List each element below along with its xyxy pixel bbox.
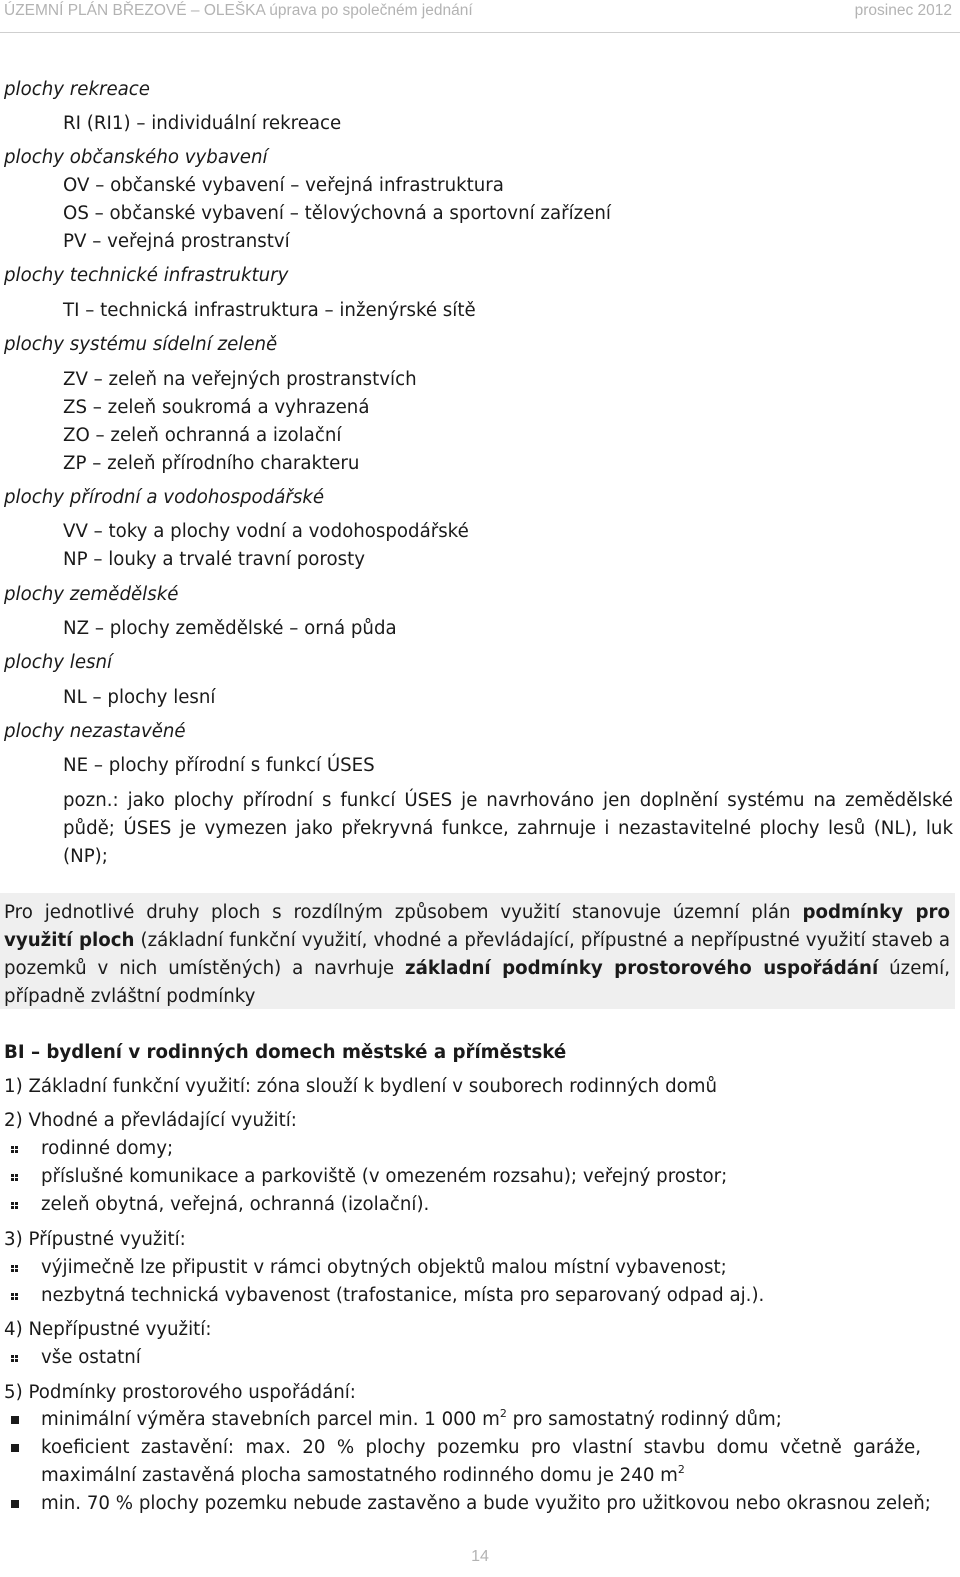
category-item: RI (RI1) – individuální rekreace — [63, 113, 342, 134]
bullet-icon — [11, 1444, 19, 1452]
category-title: plochy rekreace — [4, 79, 150, 100]
list-item — [41, 1409, 782, 1431]
section-heading: BI – bydlení v rodinných domech městské a příměstské — [4, 1042, 567, 1063]
category-item: NL – plochy lesní — [63, 687, 216, 708]
page-number: 14 — [471, 1548, 489, 1565]
page-header — [0, 0, 960, 30]
category-title: plochy technické infrastruktury — [4, 265, 289, 286]
list-item: vše ostatní — [41, 1347, 141, 1368]
suitable-title: 2) Vhodné a převládající využití: — [4, 1110, 297, 1131]
category-item: ZS – zeleň soukromá a vyhrazená — [63, 397, 370, 418]
header-title: ÚZEMNÍ PLÁN BŘEZOVÉ – OLEŠKA úprava po společném jednání — [4, 2, 473, 19]
intro-text: území, případně zvláštní podmínky — [4, 958, 950, 1007]
category-item: NP – louky a trvalé travní porosty — [63, 549, 365, 570]
list-item — [41, 1434, 921, 1490]
forbidden-title: 4) Nepřípustné využití: — [4, 1319, 212, 1340]
permitted-title: 3) Přípustné využití: — [4, 1229, 186, 1250]
category-item: OV – občanské vybavení – veřejná infrastruktura — [63, 175, 504, 196]
basic-use: 1) Základní funkční využití: zóna slouží k bydlení v souborech rodinných domů — [4, 1076, 718, 1097]
list-item: výjimečně lze připustit v rámci obytných objektů malou místní vybavenost; — [41, 1257, 727, 1278]
category-title: plochy systému sídelní zeleně — [4, 334, 278, 355]
category-item: ZP – zeleň přírodního charakteru — [63, 453, 360, 474]
category-item: NZ – plochy zemědělské – orná půda — [63, 618, 397, 639]
bullet-icon — [11, 1174, 18, 1181]
bullet-icon — [11, 1293, 18, 1300]
category-item: ZO – zeleň ochranná a izolační — [63, 425, 342, 446]
category-title: plochy přírodní a vodohospodářské — [4, 487, 325, 508]
bullet-icon — [11, 1416, 19, 1424]
bullet-icon — [11, 1202, 18, 1209]
note-paragraph: pozn.: jako plochy přírodní s funkcí ÚSES je navrhováno jen doplnění systému na zemědělské půdě; ÚSES je vymezen jako překryvná funkce, zahrnuje i nezastavitelné plochy lesů (NL), luk (NP); — [63, 790, 953, 867]
category-title: plochy občanského vybavení — [4, 147, 268, 168]
list-item: příslušné komunikace a parkoviště (v omezeném rozsahu); veřejný prostor; — [41, 1166, 728, 1187]
list-item: rodinné domy; — [41, 1138, 174, 1159]
category-title: plochy zemědělské — [4, 584, 179, 605]
superscript: 2 — [499, 1407, 507, 1420]
intro-bold-spatial: základní podmínky prostorového uspořádání — [404, 958, 879, 979]
spatial-title: 5) Podmínky prostorového uspořádání: — [4, 1382, 356, 1403]
bullet-icon — [11, 1146, 18, 1153]
bullet-icon — [11, 1355, 18, 1362]
list-item: zeleň obytná, veřejná, ochranná (izolační). — [41, 1194, 430, 1215]
category-title: plochy lesní — [4, 652, 113, 673]
intro-box — [0, 893, 955, 1009]
intro-paragraph — [4, 899, 950, 1011]
bullet-icon — [11, 1265, 18, 1272]
category-item: NE – plochy přírodní s funkcí ÚSES — [63, 755, 375, 776]
bullet-icon — [11, 1500, 19, 1508]
list-item-text: pro samostatný rodinný dům; — [506, 1409, 782, 1430]
superscript: 2 — [677, 1463, 685, 1476]
header-rule — [0, 32, 960, 33]
intro-text: Pro jednotlivé druhy ploch s rozdílným způsobem využití stanovuje územní plán — [4, 902, 803, 923]
category-item: TI – technická infrastruktura – inženýrské sítě — [63, 300, 476, 321]
list-item: nezbytná technická vybavenost (trafostanice, místa pro separovaný odpad aj.). — [41, 1285, 765, 1306]
list-item-text: minimální výměra stavebních parcel min. 1 000 m — [41, 1409, 500, 1430]
list-item-text: koeficient zastavění: max. 20 % plochy pozemku pro vlastní stavbu domu včetně garáže, maximální zastavěná plocha samostatného rodinného domu je 240 m — [41, 1437, 921, 1486]
intro-bold-conditions: podmínky pro využití ploch — [4, 902, 950, 951]
list-item: min. 70 % plochy pozemku nebude zastavěno a bude využito pro užitkovou nebo okrasnou zeleň; — [41, 1493, 931, 1514]
category-item: ZV – zeleň na veřejných prostranstvích — [63, 369, 417, 390]
category-title: plochy nezastavěné — [4, 721, 186, 742]
category-item: VV – toky a plochy vodní a vodohospodářské — [63, 521, 469, 542]
category-item: OS – občanské vybavení – tělovýchovná a sportovní zařízení — [63, 203, 611, 224]
header-date: prosinec 2012 — [854, 2, 952, 19]
intro-text: (základní funkční využití, vhodné a převládající, přípustné a nepřípustné využití staveb a pozemků v nich umístěných) a navrhuje — [4, 930, 950, 979]
category-item: PV – veřejná prostranství — [63, 231, 290, 252]
